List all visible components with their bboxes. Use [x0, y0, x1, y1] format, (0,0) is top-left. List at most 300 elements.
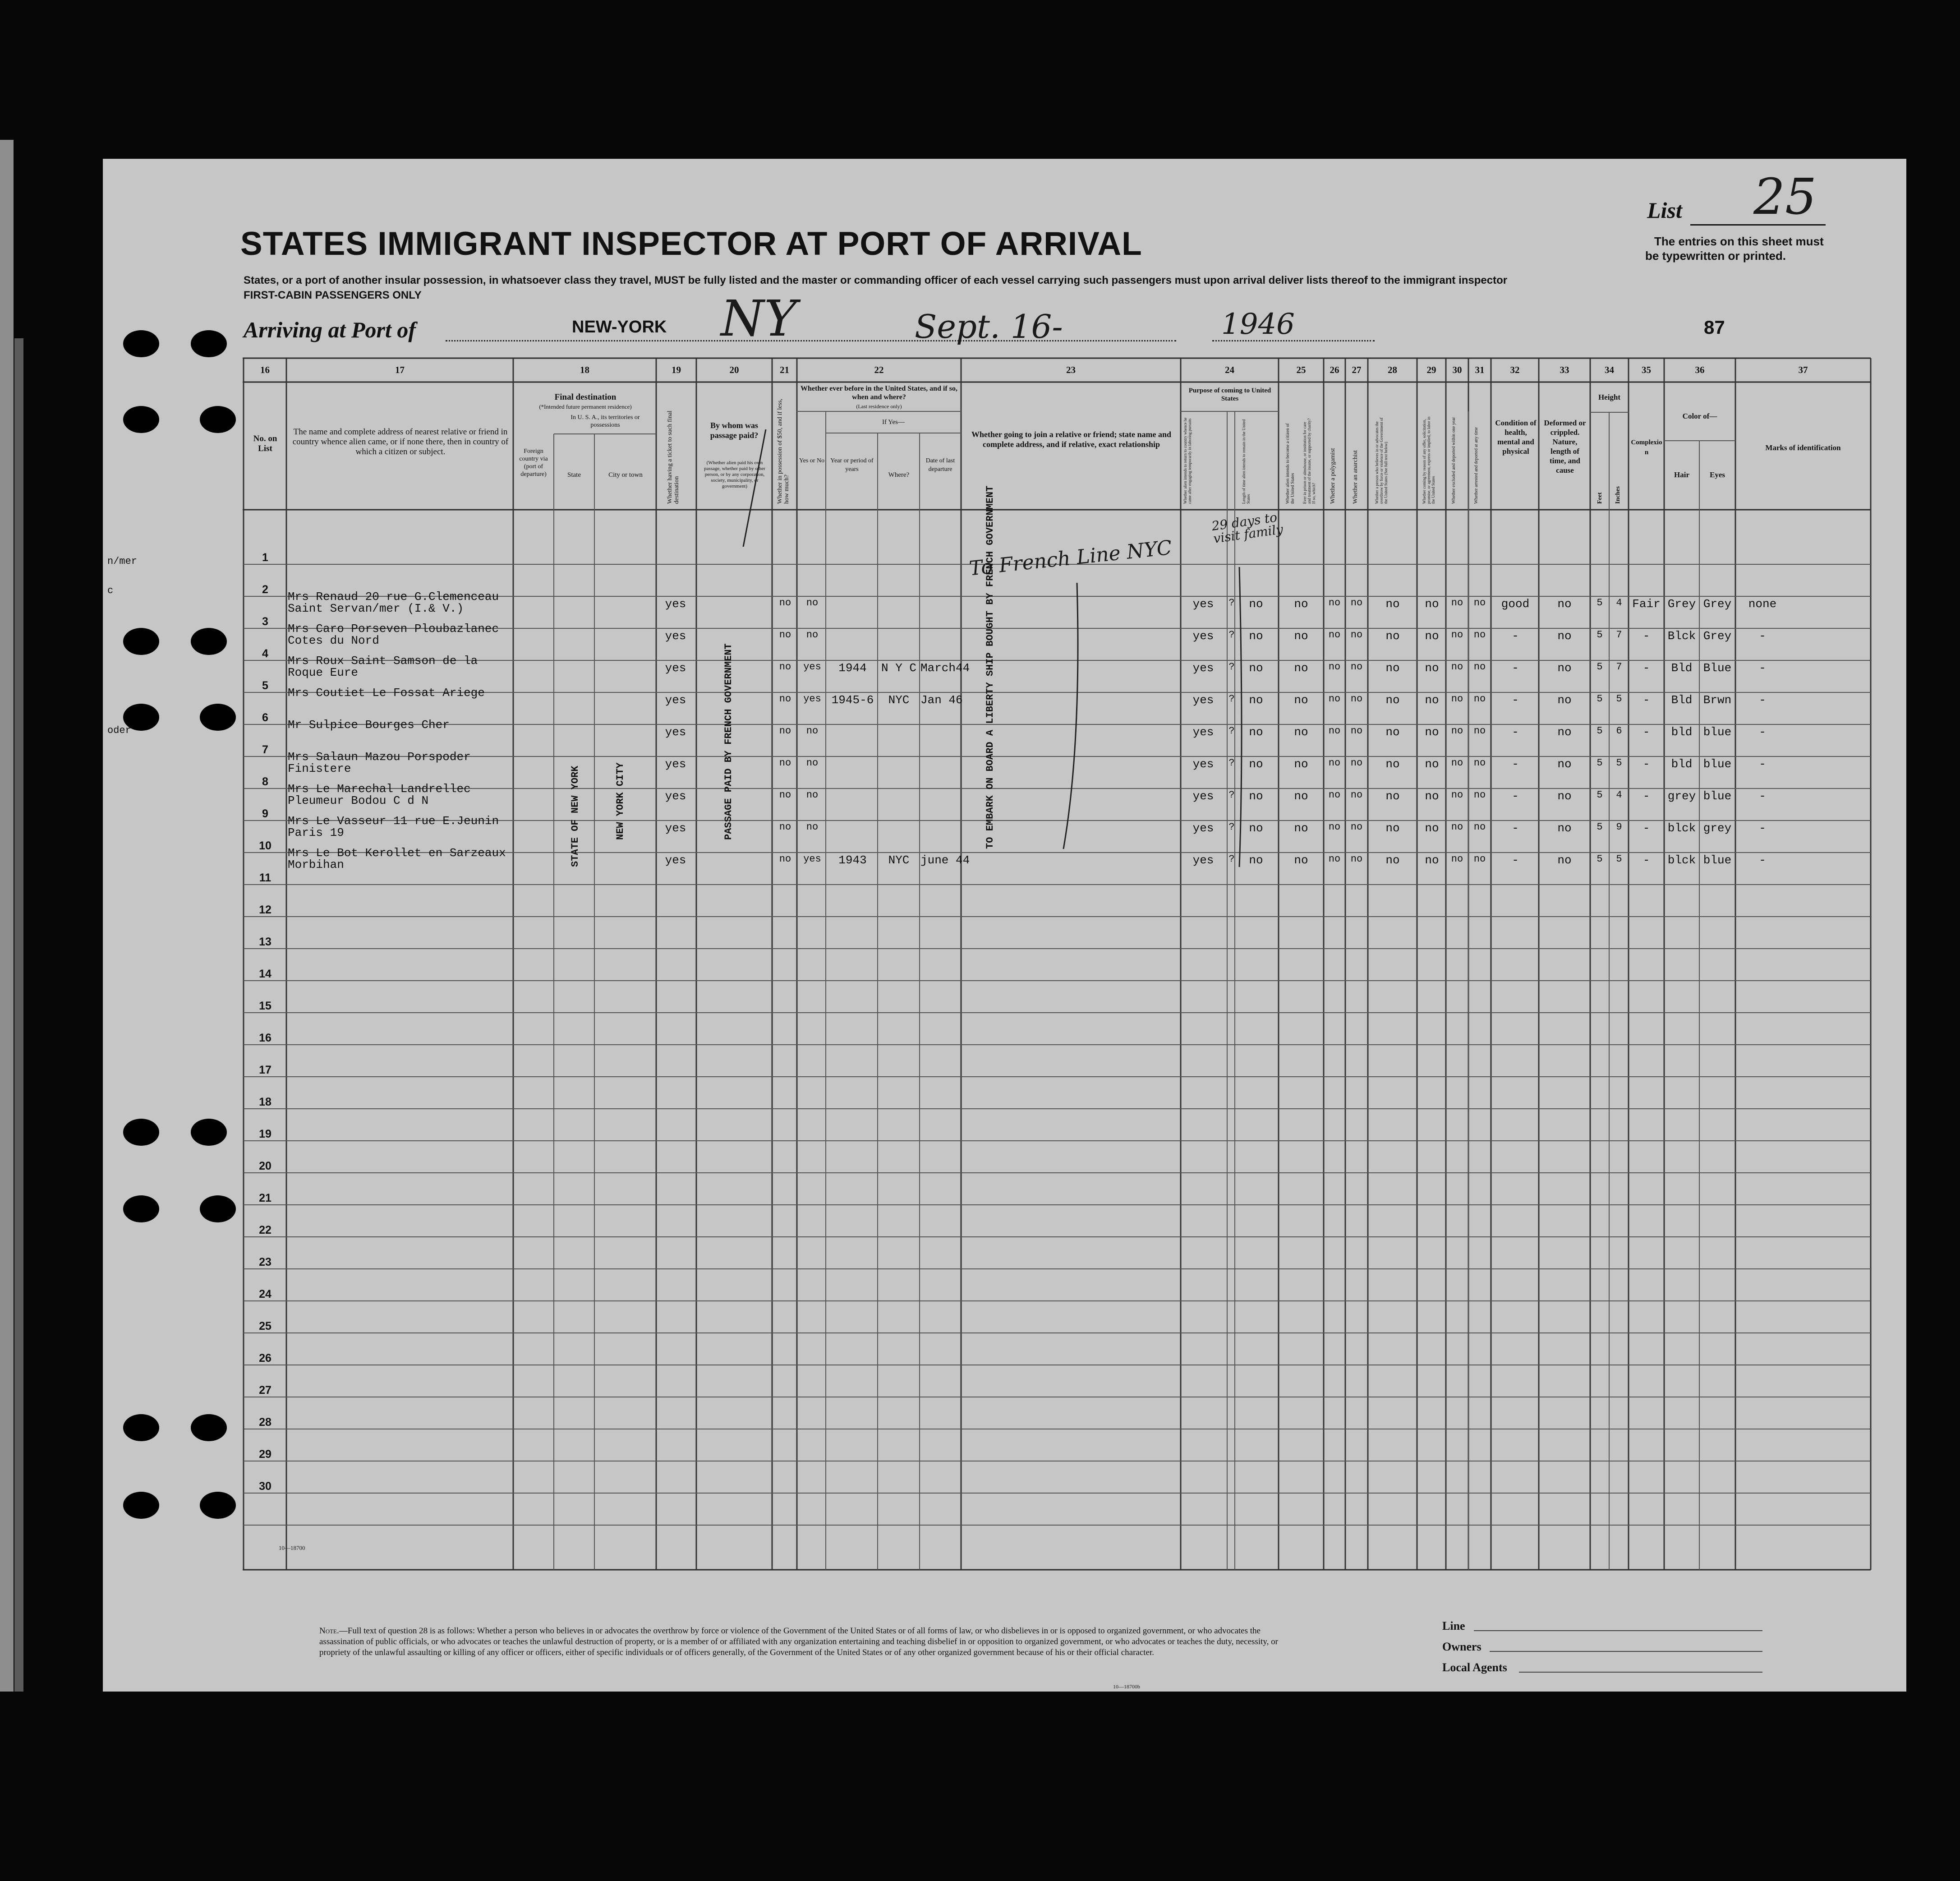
cell-before: yes: [803, 853, 821, 865]
edge-fragment: n/mer: [107, 556, 138, 567]
cell-excluded: no: [1473, 629, 1486, 641]
header-prison: Ever in prison or almshouse, or institution for care and treatment of the insane, or supported by charity? If so, which?: [1302, 418, 1316, 504]
cell-health: good: [1501, 597, 1530, 611]
column-number: 31: [1475, 364, 1485, 375]
row-number: 28: [259, 1416, 271, 1429]
cell-inches: 5: [1616, 853, 1622, 865]
handwritten-join-note: To French Line NYC: [968, 536, 1173, 581]
cell-length: ?: [1228, 661, 1235, 673]
vertical-passage: PASSAGE PAID BY FRENCH GOVERNMENT: [723, 643, 734, 840]
row-number: 15: [259, 1000, 271, 1012]
header-date-departure: Date of last departure: [925, 457, 955, 473]
relative-address-line1: Mrs Coutiet Le Fossat Ariege: [288, 686, 485, 700]
cell-length: ?: [1228, 789, 1235, 801]
cell-anar: no: [1350, 725, 1363, 737]
cell-before: no: [806, 821, 819, 833]
column-number: 30: [1452, 364, 1462, 375]
cell-hair: bld: [1671, 757, 1693, 771]
arrival-year: 1946: [1221, 308, 1295, 341]
relative-address-line2: Pleumeur Bodou C d N: [288, 794, 429, 807]
relative-address-line2: Paris 19: [288, 826, 344, 839]
footer-note-text: —Full text of question 28 is as follows: Whether a person who believes in or advocates the overthrow by force or violence of the Government of the United States or of all forms of law, or who disbelieves in or is opposed to organized government, or who advocates the assassination of public officials, or who advocates or teaches the unlawful destruction of property, or is a member of or affiliated with any organization entertaining and teaching disbelief in or opposition to organized government, or who advocates or teaches the duty, necessity, or propriety of the unlawful assaulting or killing of any officer or officers, either of specific individuals or of officers generally, of the Government of the United States or of any other organized government because of his or their official character.: [319, 1626, 1278, 1657]
relative-address-line2: Roque Eure: [288, 666, 359, 679]
cell-marks: -: [1759, 789, 1766, 803]
cell-purpose: yes: [1192, 629, 1214, 643]
cell-anar: no: [1350, 789, 1363, 801]
cell-ticket: yes: [665, 789, 686, 803]
cell-marks: -: [1759, 821, 1766, 835]
cell-money: no: [779, 629, 791, 641]
column-number: 20: [729, 364, 739, 375]
cell-feet: 5: [1597, 693, 1603, 705]
cell-excluded: no: [1451, 789, 1463, 801]
row-number: 16: [259, 1032, 271, 1044]
cell-eyes: Blue: [1703, 661, 1732, 675]
header-citizen: Whether alien intends to become a citizen of the United States: [1285, 423, 1295, 504]
cell-purpose: yes: [1192, 725, 1214, 739]
cell-poly: no: [1328, 789, 1341, 801]
cell-deformed: no: [1557, 757, 1572, 771]
row-number: 14: [259, 968, 271, 980]
cell-year: 1945-6: [831, 693, 874, 707]
header-nearest-relative: The name and complete address of nearest relative or friend in country whence alien came, or if none there, then in country of which a citizen or subject.: [292, 427, 509, 456]
cell-inches: 5: [1616, 757, 1622, 769]
header-if-yes: If Yes—: [882, 419, 905, 426]
cell-marks: none: [1748, 597, 1777, 611]
row-number: 23: [259, 1256, 271, 1268]
row-number: 19: [259, 1128, 271, 1140]
cell-purpose: yes: [1192, 693, 1214, 707]
cell-health: -: [1512, 853, 1519, 867]
header-length-stay: Length of time alien intends to remain in the United States: [1242, 419, 1251, 504]
header-ticket: Whether having a ticket to such final destination: [667, 410, 680, 504]
footer-note: [319, 1626, 1289, 1658]
cell-poly: no: [1328, 757, 1341, 769]
row-number: 27: [259, 1384, 271, 1397]
cell-complexion: -: [1643, 661, 1650, 675]
cell-anar: no: [1350, 629, 1363, 641]
cell-before: no: [806, 789, 819, 801]
cell-poly: no: [1328, 629, 1341, 641]
cell-citizen: no: [1249, 789, 1263, 803]
header-overthrow: Whether a person who believes in or advocates the overthrow by force or violence of the Government of the United States (See full text below): [1375, 417, 1388, 504]
header-marks: Marks of identification: [1765, 443, 1841, 452]
cell-ticket: yes: [665, 597, 686, 611]
cell-before: no: [806, 757, 819, 769]
column-number: 26: [1330, 364, 1339, 375]
cell-marks: -: [1759, 725, 1766, 739]
cell-hair: Grey: [1667, 597, 1696, 611]
cell-excluded: no: [1473, 821, 1486, 833]
cell-inches: 6: [1616, 725, 1622, 737]
header-deformed: Deformed or crippled. Nature, length of time, and cause: [1544, 419, 1586, 475]
cell-prison: no: [1294, 661, 1308, 675]
cell-before: yes: [803, 693, 821, 705]
cell-labor: no: [1425, 629, 1439, 643]
row-number: 29: [259, 1448, 271, 1461]
column-number: 16: [260, 364, 270, 375]
cell-prison: no: [1294, 757, 1308, 771]
column-number: 18: [580, 364, 589, 375]
column-number: 23: [1066, 364, 1076, 375]
row-number: 20: [259, 1160, 271, 1172]
header-final-destination-note: (*Intended future permanent residence): [539, 403, 632, 410]
cell-where: NYC: [888, 693, 910, 707]
manifest-sheet: [103, 159, 1906, 1692]
cell-purpose: yes: [1192, 757, 1214, 771]
column-number: 37: [1798, 364, 1808, 375]
cell-prison: no: [1294, 629, 1308, 643]
cell-feet: 5: [1597, 597, 1603, 609]
cell-hair: blck: [1667, 821, 1696, 835]
owners-field: [1490, 1651, 1762, 1652]
cell-citizen: no: [1249, 597, 1263, 611]
subtitle: States, or a port of another insular possession, in whatsoever class they travel, MUST be fully listed and the master or commanding officer of each vessel carrying such passengers must upon arrival deliver lists thereof to the immigrant inspector: [244, 274, 1508, 286]
row-number: 2: [262, 583, 268, 596]
cell-complexion: -: [1643, 725, 1650, 739]
row-number: 4: [262, 647, 268, 660]
column-number: 24: [1225, 364, 1234, 375]
cell-inches: 7: [1616, 661, 1622, 673]
row-number: 24: [259, 1288, 271, 1300]
header-money: Whether in possession of $50, and if less, how much?: [777, 399, 790, 504]
cell-poly: no: [1328, 597, 1341, 609]
header-passage-paid-note: (Whether alien paid his own passage, whether paid by other person, or by any corporation, society, municipality, or government): [704, 460, 765, 489]
column-number: 36: [1695, 364, 1705, 375]
cell-poly: no: [1328, 821, 1341, 833]
cell-health: -: [1512, 629, 1519, 643]
cell-citizen: no: [1249, 725, 1263, 739]
cell-marks: -: [1759, 661, 1766, 675]
cell-health: -: [1512, 693, 1519, 707]
cell-anar: no: [1350, 661, 1363, 673]
column-number: 32: [1510, 364, 1520, 375]
relative-address-line1: Mrs Renaud 20 rue G.Clemenceau: [288, 590, 499, 604]
cell-anar: no: [1350, 821, 1363, 833]
cell-overthrow: no: [1385, 725, 1400, 739]
header-yes-no: Yes or No: [799, 457, 825, 464]
cell-money: no: [779, 821, 791, 833]
cell-prison: no: [1294, 821, 1308, 835]
cell-inches: 7: [1616, 629, 1622, 641]
cell-labor: no: [1425, 693, 1439, 707]
cell-eyes: Grey: [1703, 597, 1732, 611]
cell-labor: no: [1425, 821, 1439, 835]
cell-excluded: no: [1451, 597, 1463, 609]
header-polygamist: Whether a polygamist: [1330, 448, 1336, 504]
cell-money: no: [779, 725, 791, 737]
cell-prison: no: [1294, 597, 1308, 611]
cell-anar: no: [1350, 853, 1363, 865]
cell-prison: no: [1294, 789, 1308, 803]
relative-address-line2: Finistere: [288, 762, 351, 775]
row-number: 21: [259, 1192, 271, 1204]
row-number: 5: [262, 679, 268, 692]
cell-excluded: no: [1451, 629, 1463, 641]
cell-health: -: [1512, 821, 1519, 835]
cell-complexion: -: [1643, 789, 1650, 803]
cell-purpose: yes: [1192, 661, 1214, 675]
cell-length: ?: [1228, 821, 1235, 833]
cell-excluded: no: [1451, 821, 1463, 833]
column-number: 34: [1605, 364, 1614, 375]
cell-citizen: no: [1249, 629, 1263, 643]
cell-complexion: -: [1643, 821, 1650, 835]
cell-money: no: [779, 853, 791, 865]
row-number: 7: [262, 743, 268, 756]
header-color-of: Color of—: [1682, 412, 1717, 420]
cell-date: june 44: [920, 853, 970, 867]
cell-labor: no: [1425, 725, 1439, 739]
cell-ticket: yes: [665, 725, 686, 739]
cell-excluded: no: [1473, 597, 1486, 609]
cell-hair: Bld: [1671, 693, 1693, 707]
cell-overthrow: no: [1385, 789, 1400, 803]
cell-excluded: no: [1473, 693, 1486, 705]
sheet-number: 87: [1704, 317, 1725, 338]
cell-feet: 5: [1597, 853, 1603, 865]
cell-where: N Y C: [881, 661, 916, 675]
cell-eyes: Grey: [1703, 629, 1732, 643]
cell-money: no: [779, 757, 791, 769]
relative-address-line1: Mr Sulpice Bourges Cher: [288, 718, 450, 732]
cell-eyes: blue: [1703, 725, 1732, 739]
cell-feet: 5: [1597, 757, 1603, 769]
cell-excluded: no: [1473, 757, 1486, 769]
arriving-label: Arriving at Port of: [244, 317, 416, 342]
cell-hair: grey: [1667, 789, 1696, 803]
header-height: Height: [1598, 393, 1621, 401]
cell-length: ?: [1228, 693, 1235, 705]
cell-inches: 4: [1616, 597, 1622, 609]
agents-field: [1519, 1672, 1762, 1673]
cell-poly: no: [1328, 693, 1341, 705]
header-feet: Feet: [1597, 492, 1603, 504]
header-labor: Whether coming by reason of any offer, solicitation, promise, or agreement, express or implied, to labor in the United States: [1422, 416, 1435, 504]
relative-address-line1: Mrs Le Vasseur 11 rue E.Jeunin: [288, 814, 499, 828]
header-excluded: Whether excluded and deported within one year: [1451, 417, 1456, 504]
relative-address-line1: Mrs Caro Porseven Ploubazlanec: [288, 622, 499, 636]
header-purpose: Purpose of coming to United States: [1188, 387, 1271, 402]
column-number: 33: [1560, 364, 1569, 375]
manifest-grid: [103, 159, 1906, 1692]
cell-anar: no: [1350, 597, 1363, 609]
cell-prison: no: [1294, 853, 1308, 867]
page-title: STATES IMMIGRANT INSPECTOR AT PORT OF ARRIVAL: [240, 226, 1142, 262]
cell-money: no: [779, 693, 791, 705]
header-in-usa: In U. S. A., its territories or possessions: [571, 414, 640, 429]
relative-address-line1: Mrs Le Bot Kerollet en Sarzeaux: [288, 846, 506, 860]
port-name: NEW-YORK: [572, 318, 667, 337]
cell-purpose: yes: [1192, 597, 1214, 611]
header-join-relative: Whether going to join a relative or friend; state name and complete address, and if relative, exact relationship: [971, 430, 1171, 449]
cell-eyes: Brwn: [1703, 693, 1732, 707]
cell-feet: 5: [1597, 789, 1603, 801]
column-number: 21: [780, 364, 789, 375]
cell-before: no: [806, 597, 819, 609]
cell-deformed: no: [1557, 693, 1572, 707]
header-ever-before: Whether ever before in the United States, and if so, when and where?: [801, 385, 957, 401]
cell-hair: blck: [1667, 853, 1696, 867]
header-health: Condition of health, mental and physical: [1495, 419, 1537, 456]
cell-hair: Blck: [1667, 629, 1696, 643]
cell-before: yes: [803, 661, 821, 673]
row-number: 6: [262, 711, 268, 724]
cell-health: -: [1512, 789, 1519, 803]
relative-address-line1: Mrs Roux Saint Samson de la: [288, 654, 478, 668]
cell-overthrow: no: [1385, 629, 1400, 643]
cell-feet: 5: [1597, 821, 1603, 833]
column-number: 25: [1296, 364, 1306, 375]
cell-citizen: no: [1249, 821, 1263, 835]
row-number: 1: [262, 551, 268, 564]
cell-where: NYC: [888, 853, 910, 867]
cell-health: -: [1512, 661, 1519, 675]
cell-deformed: no: [1557, 789, 1572, 803]
cell-overthrow: no: [1385, 821, 1400, 835]
cell-purpose: yes: [1192, 789, 1214, 803]
cell-overthrow: no: [1385, 757, 1400, 771]
cell-feet: 5: [1597, 725, 1603, 737]
cell-overthrow: no: [1385, 597, 1400, 611]
cell-ticket: yes: [665, 629, 686, 643]
cell-anar: no: [1350, 757, 1363, 769]
cell-poly: no: [1328, 853, 1341, 865]
cell-complexion: -: [1643, 693, 1650, 707]
agents-label: Local Agents: [1442, 1661, 1507, 1674]
line-field: [1474, 1630, 1762, 1631]
cell-health: -: [1512, 725, 1519, 739]
row-number: 26: [259, 1352, 271, 1365]
column-number: 29: [1426, 364, 1436, 375]
cell-overthrow: no: [1385, 693, 1400, 707]
vertical-join-note-1: TO EMBARK ON BOARD A LIBERTY SHIP BOUGHT BY FRENCH GOVERNMENT: [985, 485, 996, 849]
cell-before: no: [806, 725, 819, 737]
row-number: 8: [262, 775, 268, 788]
cell-deformed: no: [1557, 853, 1572, 867]
list-number: 25: [1753, 168, 1817, 226]
cell-labor: no: [1425, 789, 1439, 803]
cell-purpose: yes: [1192, 853, 1214, 867]
cell-citizen: no: [1249, 757, 1263, 771]
row-number: 25: [259, 1320, 271, 1332]
cell-complexion: Fair: [1632, 597, 1661, 611]
cell-ticket: yes: [665, 757, 686, 771]
cell-labor: no: [1425, 661, 1439, 675]
column-number: 35: [1642, 364, 1651, 375]
cell-length: ?: [1228, 725, 1235, 737]
column-number: 19: [672, 364, 681, 375]
header-last-residence: (Last residence only): [856, 403, 902, 410]
header-no-on-list: No. on List: [253, 434, 277, 453]
cell-excluded: no: [1473, 661, 1486, 673]
cell-deformed: no: [1557, 661, 1572, 675]
row-number: 22: [259, 1224, 271, 1236]
cell-excluded: no: [1451, 725, 1463, 737]
relative-address-line1: Mrs Salaun Mazou Porspoder: [288, 750, 471, 764]
cell-complexion: -: [1643, 853, 1650, 867]
relative-address-line2: Cotes du Nord: [288, 634, 379, 647]
column-number: 17: [395, 364, 405, 375]
edge-fragment: oder: [107, 725, 131, 736]
cell-excluded: no: [1451, 757, 1463, 769]
cell-prison: no: [1294, 725, 1308, 739]
cell-length: ?: [1228, 597, 1235, 609]
cell-excluded: no: [1473, 789, 1486, 801]
cell-money: no: [779, 661, 791, 673]
header-hair: Hair: [1674, 470, 1689, 479]
typed-note-1: The entries on this sheet must: [1654, 235, 1824, 248]
cell-complexion: -: [1643, 757, 1650, 771]
left-edge-strip: [0, 140, 14, 1692]
typed-note-2: be typewritten or printed.: [1645, 249, 1786, 263]
cell-eyes: blue: [1703, 789, 1732, 803]
cell-year: 1943: [838, 853, 867, 867]
header-city: City or town: [608, 471, 643, 479]
cell-labor: no: [1425, 853, 1439, 867]
row-number: 18: [259, 1096, 271, 1108]
vertical-state: STATE OF NEW YORK: [570, 765, 581, 867]
owners-label: Owners: [1442, 1640, 1482, 1653]
cell-inches: 4: [1616, 789, 1622, 801]
header-complexion: Complexion: [1631, 439, 1662, 456]
cell-excluded: no: [1451, 853, 1463, 865]
row-number: 9: [262, 807, 268, 820]
header-state: State: [567, 471, 581, 479]
cell-date: Jan 46: [920, 693, 963, 707]
cell-complexion: -: [1643, 629, 1650, 643]
header-where: Where?: [888, 471, 910, 479]
row-number: 30: [259, 1480, 271, 1493]
header-inches: Inches: [1615, 486, 1621, 504]
cell-length: ?: [1228, 629, 1235, 641]
list-label: List: [1647, 198, 1682, 223]
cell-feet: 5: [1597, 629, 1603, 641]
relative-address-line2: Morbihan: [288, 858, 344, 871]
cell-poly: no: [1328, 725, 1341, 737]
cell-poly: no: [1328, 661, 1341, 673]
footer-form-number: 10—18700b: [1113, 1683, 1140, 1690]
left-edge-strip-2: [14, 338, 23, 1692]
cell-eyes: blue: [1703, 853, 1732, 867]
header-anarchist: Whether an anarchist: [1352, 450, 1359, 504]
line-label: Line: [1442, 1619, 1465, 1632]
column-number: 27: [1352, 364, 1362, 375]
cell-marks: -: [1759, 853, 1766, 867]
cell-deformed: no: [1557, 629, 1572, 643]
cell-ticket: yes: [665, 661, 686, 675]
cell-prison: no: [1294, 693, 1308, 707]
row-number: 10: [259, 839, 271, 852]
header-year: Year or period of years: [830, 457, 874, 473]
column-number: 22: [874, 364, 884, 375]
cell-overthrow: no: [1385, 853, 1400, 867]
cell-health: -: [1512, 757, 1519, 771]
cell-deformed: no: [1557, 821, 1572, 835]
class-note: FIRST-CABIN PASSENGERS ONLY: [244, 289, 422, 301]
header-passage-paid: By whom was passage paid?: [710, 421, 759, 440]
row-number: 3: [262, 615, 268, 628]
row-number: 13: [259, 936, 271, 948]
cell-overthrow: no: [1385, 661, 1400, 675]
cell-feet: 5: [1597, 661, 1603, 673]
cell-excluded: no: [1473, 725, 1486, 737]
header-final-destination: Final destination: [554, 392, 617, 402]
cell-inches: 5: [1616, 693, 1622, 705]
row-number: 12: [259, 904, 271, 916]
cell-ticket: yes: [665, 821, 686, 835]
header-purpose-return: Whether alien intends to return to country whence he came after engaging temporarily in laboring pursuits: [1183, 417, 1192, 504]
